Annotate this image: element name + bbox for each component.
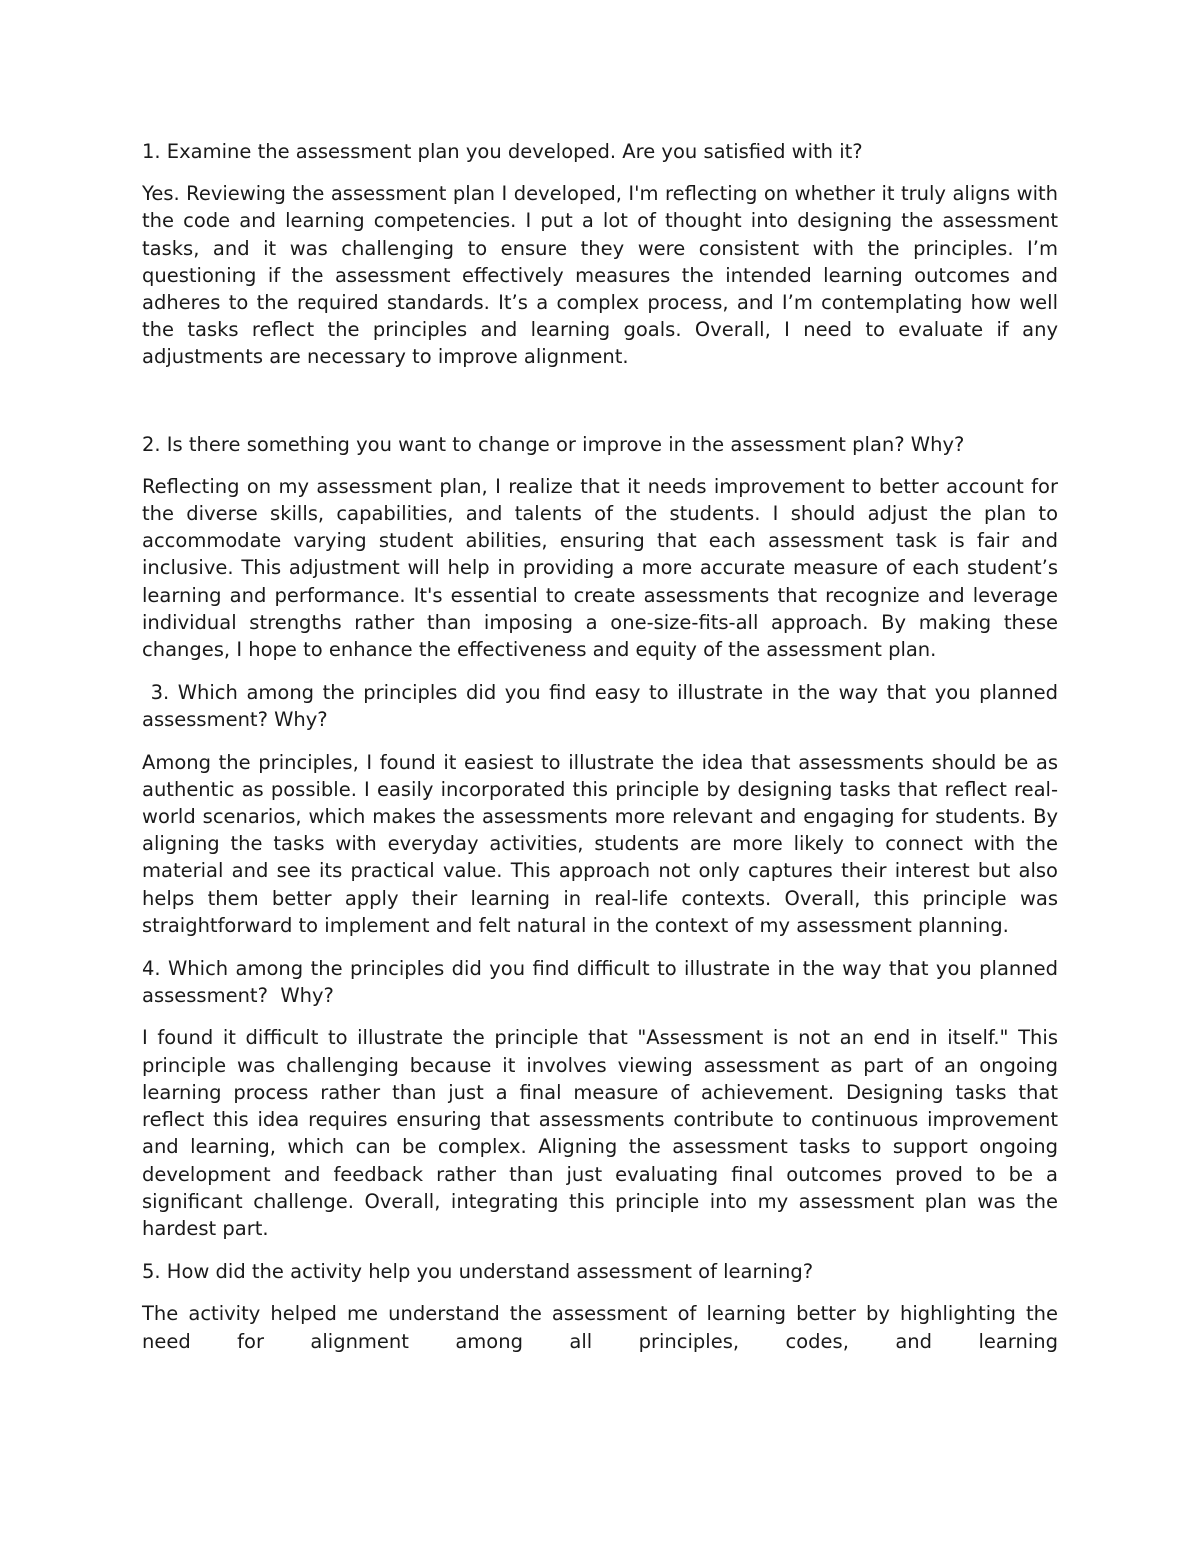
spacer xyxy=(142,939,1058,955)
answer-4: I found it difficult to illustrate the principle that "Assessment is not an end in itself." This principle was challenging because it involves viewing assessment as part of an ongoing learning process rather than just a final measure of achievement. Designing tasks that reflect this idea requires ensuring that assessments contribute to continuous improvement and learning, which can be complex. Aligning the assessment tasks to support ongoing development and feedback rather than just evaluating final outcomes proved to be a significant challenge. Overall, integrating this principle into my assessment plan was the hardest part. xyxy=(142,1026,1058,1240)
question-1: 1. Examine the assessment plan you developed. Are you satisfied with it? xyxy=(142,140,863,163)
question-5: 5. How did the activity help you understand assessment of learning? xyxy=(142,1260,814,1284)
question-3: 3. Which among the principles did you find easy to illustrate in the way that you planned assessment? Why? xyxy=(142,681,1065,732)
answer-2: Reflecting on my assessment plan, I realize that it needs improvement to better account for the diverse skills, capabilities, and talents of the students. I should adjust the plan to accommodate varying student abilities, ensuring that each assessment task is fair and inclusive. This adjustment will help in providing a more accurate measure of each student’s learning and performance. It's essential to create assessments that recognize and leverage individual strengths rather than imposing a one-size-fits-all approach. By making these changes, I hope to enhance the effectiveness and equity of the assessment plan. xyxy=(142,474,1058,662)
document-page xyxy=(142,138,1065,1355)
answer-1: Yes. Reviewing the assessment plan I developed, I'm reflecting on whether it truly aligns with the code and learning competencies. I put a lot of thought into designing the assessment tasks, and it was challenging to ensure they were consistent with the principles. I’m questioning if the assessment effectively measures the intended learning outcomes and adheres to the required standards. It’s a complex process, and I’m contemplating how well the tasks reflect the principles and learning goals. Overall, I need to evaluate if any adjustments are necessary to improve alignment. xyxy=(142,182,1058,369)
spacer xyxy=(142,663,1058,679)
question-4: 4. Which among the principles did you find difficult to illustrate in the way that you planned assessment? Why? xyxy=(142,957,1065,1008)
spacer xyxy=(142,371,1058,431)
answer-5: The activity helped me understand the assessment of learning better by highlighting the need for alignment among all principles, codes, and learning xyxy=(142,1302,1058,1353)
answer-3: Among the principles, I found it easiest to illustrate the idea that assessments should be as authentic as possible. I easily incorporated this principle by designing tasks that reflect real-world scenarios, which makes the assessments more relevant and engaging for students. By aligning the tasks with everyday activities, students are more likely to connect with the material and see its practical value. This approach not only captures their interest but also helps them better apply their learning in real-life contexts. Overall, this principle was straightforward to implement and felt natural in the context of my assessment planning. xyxy=(142,750,1058,937)
spacer xyxy=(142,1242,1058,1258)
question-2: 2. Is there something you want to change or improve in the assessment plan? Why? xyxy=(142,432,965,456)
